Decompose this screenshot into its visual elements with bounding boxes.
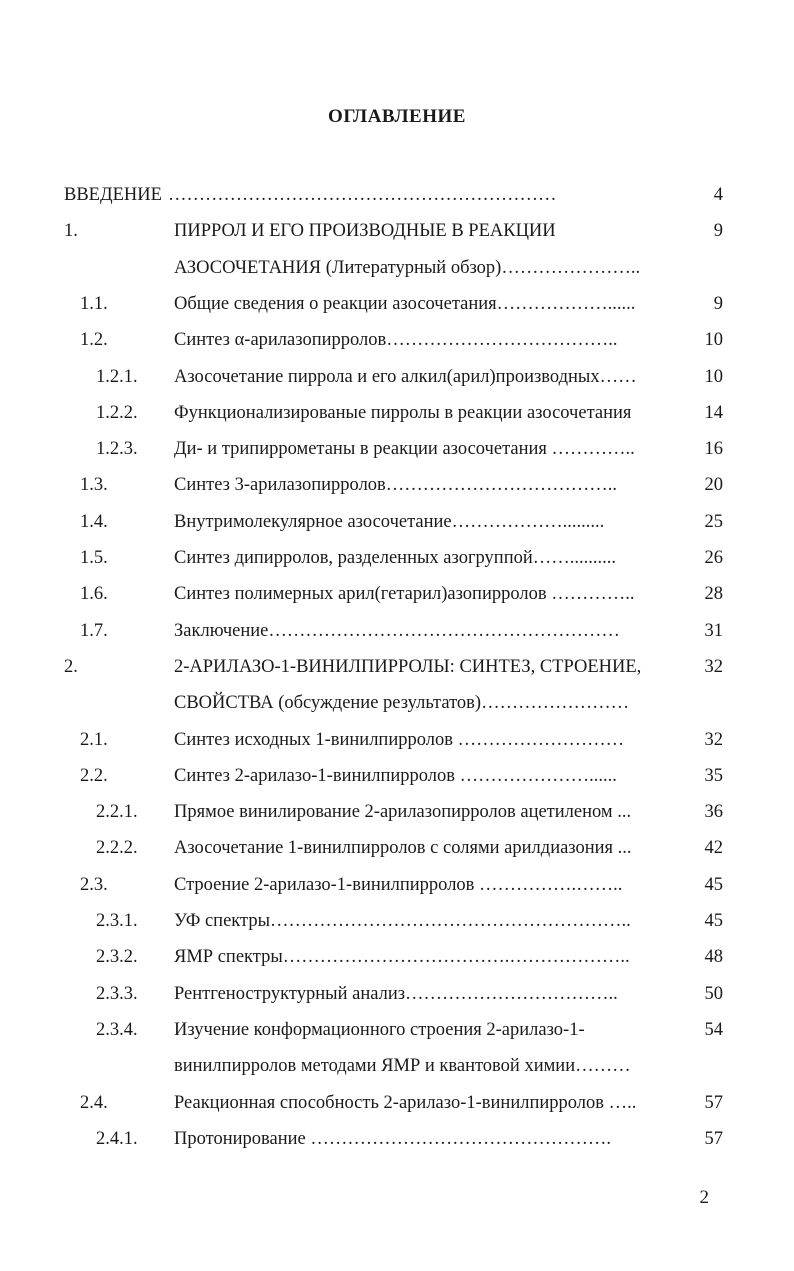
toc-row [0,906,794,936]
toc-section-number: 2. [64,656,78,677]
toc-section-number: 2.2.1. [96,802,138,823]
toc-row [0,761,794,791]
toc-page-number: 48 [704,947,723,968]
toc-row [0,579,794,609]
toc-section-title: Азосочетание 1-винилпирролов с солями арилдиазония ... [174,838,632,859]
toc-page-number: 9 [713,221,723,242]
toc-section-title: Реакционная способность 2-арилазо-1-винилпирролов ….. [174,1092,637,1113]
toc-row [0,616,794,646]
toc-row [0,470,794,500]
toc-row [0,833,794,863]
toc-section-number: 1.3. [80,475,108,496]
toc-row [0,688,794,718]
toc-section-number: 2.4.1. [96,1128,138,1149]
toc-section-title: Ди- и трипиррометаны в реакции азосочетания ………….. [174,439,635,460]
toc-section-title: Синтез полимерных арил(гетарил)азопирролов ………….. [174,584,635,605]
toc-page-number: 9 [713,293,723,314]
toc-section-number: 1. [64,221,78,242]
toc-section-number: 1.4. [80,511,108,532]
toc-page-number: 32 [704,656,723,677]
toc-row [0,979,794,1009]
toc-page-number: 26 [704,548,723,568]
toc-section-title: ……………………………………………………… [168,185,557,205]
toc-row [0,253,794,283]
toc-section-number: 2.3.2. [96,947,138,968]
toc-page-number: 31 [704,620,723,641]
toc-row [0,216,794,246]
toc-row [0,1088,794,1118]
toc-page-number: 35 [704,765,723,786]
toc-section-title: Азосочетание пиррола и его алкил(арил)производных…… [174,366,637,387]
toc-page-number: 4 [713,185,723,205]
toc-page-number: 57 [704,1092,723,1113]
toc-row [0,289,794,319]
toc-page-number: 32 [704,729,723,750]
toc-page-number: 45 [704,874,723,895]
toc-page-number: 10 [704,366,723,387]
toc-section-title: Изучение конформационного строения 2-арилазо-1- [174,1019,585,1040]
toc-row [0,652,794,682]
page-number: 2 [699,1187,709,1208]
toc-page-number: 14 [704,402,723,423]
toc-section-title: Функционализированые пирролы в реакции азосочетания [174,402,632,423]
toc-section-title: винилпирролов методами ЯМР и квантовой химии……… [174,1056,631,1077]
toc-section-title: Внутримолекулярное азосочетание………………......... [174,511,605,532]
toc-row [0,797,794,827]
toc-section-title: Рентгеноструктурный анализ…………………………….. [174,983,618,1004]
toc-section-number: 2.4. [80,1092,108,1113]
toc-page-number: 45 [704,911,723,931]
toc-row [0,362,794,392]
toc-section-number: 1.5. [80,548,108,568]
toc-section-number: 1.2.3. [96,439,138,460]
toc-section-title: ПИРРОЛ И ЕГО ПРОИЗВОДНЫЕ В РЕАКЦИИ [174,221,556,242]
toc-section-title: 2-АРИЛАЗО-1-ВИНИЛПИРРОЛЫ: СИНТЕЗ, СТРОЕНИЕ, [174,656,642,677]
toc-row [0,942,794,972]
toc-section-title: Прямое винилирование 2-арилазопирролов ацетиленом ... [174,802,632,823]
toc-row [0,725,794,755]
toc-section-number: 1.2. [80,330,108,351]
toc-section-title: АЗОСОЧЕТАНИЯ (Литературный обзор)………………….. [174,257,641,278]
toc-page-number: 57 [704,1128,723,1149]
toc-row [0,543,794,573]
toc-row [0,434,794,464]
toc-section-number: 2.3.4. [96,1019,138,1040]
toc-section-title: Синтез исходных 1-винилпирролов ……………………… [174,729,625,750]
toc-section-title: УФ спектры………………………………………………….. [174,911,631,931]
toc-section-title: ЯМР спектры……………………………….……………….. [174,947,630,968]
page-title: ОГЛАВЛЕНИЕ [328,106,466,127]
toc-row [0,507,794,537]
toc-section-title: Синтез 2-арилазо-1-винилпирролов …………………...... [174,765,617,786]
toc-page-number: 20 [704,475,723,496]
toc-row [0,1015,794,1045]
toc-section-number: 1.1. [80,293,108,314]
toc-section-number: 1.2.1. [96,366,138,387]
toc-page-number: 54 [704,1019,723,1040]
toc-section-title: Синтез α-арилазопирролов……………………………….. [174,330,618,351]
toc-section-title: Общие сведения о реакции азосочетания………………...... [174,293,636,314]
toc-section-number: 2.3.1. [96,911,138,931]
toc-row [0,325,794,355]
toc-page-number: 10 [704,330,723,351]
toc-row [0,180,794,210]
toc-section-number: 2.3.3. [96,983,138,1004]
toc-section-number: 2.2.2. [96,838,138,859]
toc-section-title: Синтез дипирролов, разделенных азогруппой…….......... [174,548,616,568]
toc-page-number: 42 [704,838,723,859]
toc-section-number: ВВЕДЕНИЕ [64,185,162,205]
toc-section-number: 2.3. [80,874,108,895]
toc-page-number: 16 [704,439,723,460]
toc-row [0,1124,794,1154]
toc-row [0,398,794,428]
toc-section-number: 2.2. [80,765,108,786]
toc-section-number: 1.7. [80,620,108,641]
toc-section-title: Заключение………………………………………………… [174,620,620,641]
toc-section-title: Синтез 3-арилазопирролов……………………………….. [174,475,618,496]
toc-row [0,1051,794,1081]
toc-section-title: Протонирование …………………………………………. [174,1128,611,1149]
toc-page-number: 28 [704,584,723,605]
toc-section-title: Строение 2-арилазо-1-винилпирролов …………….…….. [174,874,623,895]
toc-section-number: 1.6. [80,584,108,605]
toc-page-number: 25 [704,511,723,532]
toc-section-number: 2.1. [80,729,108,750]
toc-page-number: 36 [704,802,723,823]
toc-section-number: 1.2.2. [96,402,138,423]
toc-row [0,870,794,900]
toc-page-number: 50 [704,983,723,1004]
toc-section-title: СВОЙСТВА (обсуждение результатов)…………………… [174,693,630,714]
